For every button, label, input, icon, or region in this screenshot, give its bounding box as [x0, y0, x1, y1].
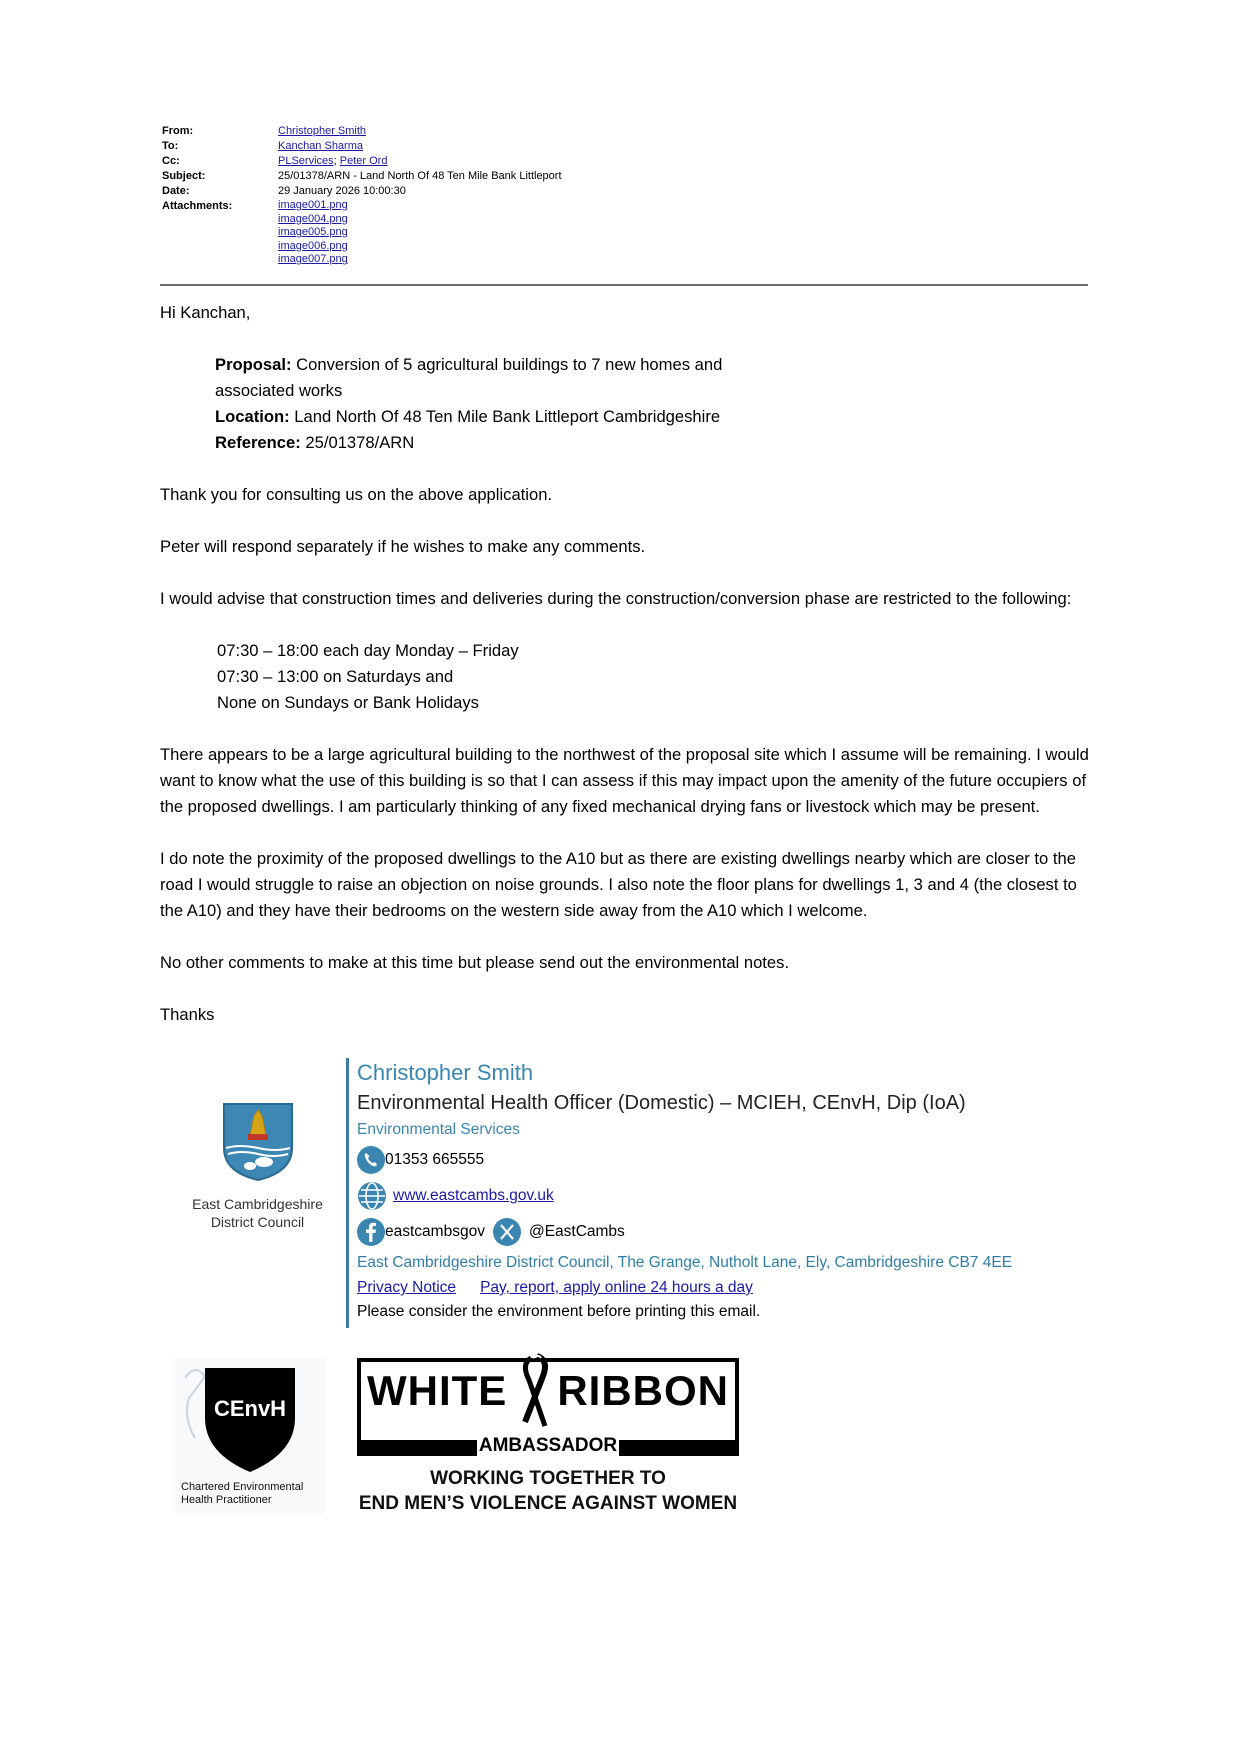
wr-tagline-line1: WORKING TOGETHER TO	[430, 1468, 666, 1489]
email-signature	[357, 1058, 1097, 1324]
to-link[interactable]: Kanchan Sharma	[278, 140, 363, 152]
location-label: Location:	[215, 407, 290, 426]
reference-text: 25/01378/ARN	[300, 433, 415, 452]
attachment-link[interactable]: image005.png	[278, 226, 348, 239]
attachment-link[interactable]: image006.png	[278, 239, 348, 252]
email-header	[162, 124, 562, 267]
attachment-list	[278, 199, 348, 267]
signoff: Thanks	[160, 1005, 215, 1024]
phone-icon	[357, 1146, 385, 1174]
x-twitter-icon[interactable]	[493, 1218, 521, 1246]
signature-department: Environmental Services	[357, 1121, 520, 1138]
hours-weekday: 07:30 – 18:00 each day Monday – Friday	[217, 641, 519, 660]
cenvh-shield-icon	[175, 1358, 325, 1476]
date-value: 29 January 2026 10:00:30	[278, 185, 406, 197]
council-logo-line2: District Council	[210, 1214, 305, 1230]
cenvh-caption-line2: Health Practitioner	[181, 1494, 272, 1506]
proposal-text: Conversion of 5 agricultural buildings to 7 new homes and	[291, 355, 723, 374]
subject-value: 25/01378/ARN - Land North Of 48 Ten Mile Bank Littleport	[278, 170, 562, 182]
hours-list	[217, 638, 1090, 716]
website-link[interactable]: www.eastcambs.gov.uk	[393, 1187, 554, 1204]
location-text: Land North Of 48 Ten Mile Bank Littleport Cambridgeshire	[289, 407, 721, 426]
hours-sunday: None on Sundays or Bank Holidays	[217, 693, 479, 712]
to-label: To:	[162, 140, 179, 152]
date-label: Date:	[162, 185, 190, 197]
reference-label: Reference:	[215, 433, 301, 452]
signature-links	[357, 1275, 1097, 1300]
proposal-label: Proposal:	[215, 355, 292, 374]
facebook-icon[interactable]	[357, 1218, 385, 1246]
cc-link-peter-ord[interactable]: Peter Ord	[339, 155, 388, 167]
wr-ribbon-text: RIBBON	[557, 1367, 729, 1414]
greeting: Hi Kanchan,	[160, 303, 251, 322]
cenvh-caption-line1: Chartered Environmental	[181, 1481, 304, 1493]
wr-tagline-line2: END MEN’S VIOLENCE AGAINST WOMEN	[358, 1493, 738, 1514]
attachment-link[interactable]: image004.png	[278, 212, 348, 225]
paragraph-thanks-consult: Thank you for consulting us on the above application.	[160, 485, 553, 504]
council-logo-line1: East Cambridgeshire	[192, 1196, 323, 1212]
ribbon-icon	[515, 1352, 555, 1432]
signature-name: Christopher Smith	[357, 1060, 534, 1085]
wr-ambassador-text: AMBASSADOR	[478, 1435, 618, 1456]
attachment-link[interactable]: image007.png	[278, 253, 348, 266]
cc-label: Cc:	[162, 155, 180, 167]
signature-title: Environmental Health Officer (Domestic) – MCIEH, CEnvH, Dip (IoA)	[357, 1092, 966, 1114]
council-logo	[190, 1100, 325, 1231]
paragraph-construction-times: I would advise that construction times and deliveries during the construction/conversion phase are restricted to the following:	[160, 589, 1072, 608]
subject-label: Subject:	[162, 170, 206, 182]
from-link[interactable]: Christopher Smith	[278, 125, 367, 137]
cc-link-plservices[interactable]: PLServices	[278, 155, 334, 167]
header-divider	[160, 284, 1088, 286]
paragraph-a10-noise: I do note the proximity of the proposed dwellings to the A10 but as there are existing dwellings nearby which are closer to the road I would struggle to raise an objection on noise grounds. I also note the floor plans for dwellings 1, 3 and 4 (the closest to the A10) and they have their bedrooms on the western side away from the A10 which I welcome.	[160, 849, 1077, 920]
council-crest-icon	[220, 1100, 296, 1182]
signature-address: East Cambridgeshire District Council, The Grange, Nutholt Lane, Ely, Cambridgeshire CB7 4EE	[357, 1254, 1013, 1271]
paragraph-peter: Peter will respond separately if he wishes to make any comments.	[160, 537, 646, 556]
wr-white-text: WHITE	[367, 1367, 508, 1414]
cenvh-badge-text: CEnvH	[213, 1396, 287, 1421]
attachment-link[interactable]: image001.png	[278, 199, 348, 211]
cc-separator: ;	[333, 155, 340, 167]
signature-phone: 01353 665555	[385, 1151, 485, 1168]
white-ribbon-logo	[357, 1352, 747, 1522]
privacy-notice-link[interactable]: Privacy Notice	[357, 1279, 457, 1296]
hours-saturday: 07:30 – 13:00 on Saturdays and	[217, 667, 454, 686]
signature-divider	[346, 1058, 349, 1328]
pay-report-apply-link[interactable]: Pay, report, apply online 24 hours a day	[480, 1279, 753, 1296]
environment-note: Please consider the environment before printing this email.	[357, 1303, 761, 1320]
application-details	[215, 352, 1090, 456]
signature-social-row	[357, 1214, 1097, 1250]
paragraph-agricultural-building: There appears to be a large agricultural building to the northwest of the proposal site which I assume will be remaining. I would want to know what the use of this building is so that I can assess if this may impact upon the amenity of the future occupiers of the proposed dwellings. I am particularly thinking of any fixed mechanical drying fans or livestock which may be present.	[160, 745, 1089, 816]
facebook-handle: eastcambsgov	[385, 1223, 485, 1240]
proposal-continuation: associated works	[215, 381, 343, 400]
email-body	[160, 300, 1090, 1028]
from-label: From:	[162, 125, 194, 137]
twitter-handle: @EastCambs	[528, 1223, 625, 1240]
paragraph-no-other-comments: No other comments to make at this time but please send out the environmental notes.	[160, 953, 790, 972]
attachments-label: Attachments:	[162, 200, 233, 212]
globe-icon	[357, 1181, 387, 1211]
signature-phone-row	[357, 1142, 1097, 1178]
cenvh-logo	[175, 1358, 325, 1513]
signature-website-row	[357, 1178, 1097, 1214]
